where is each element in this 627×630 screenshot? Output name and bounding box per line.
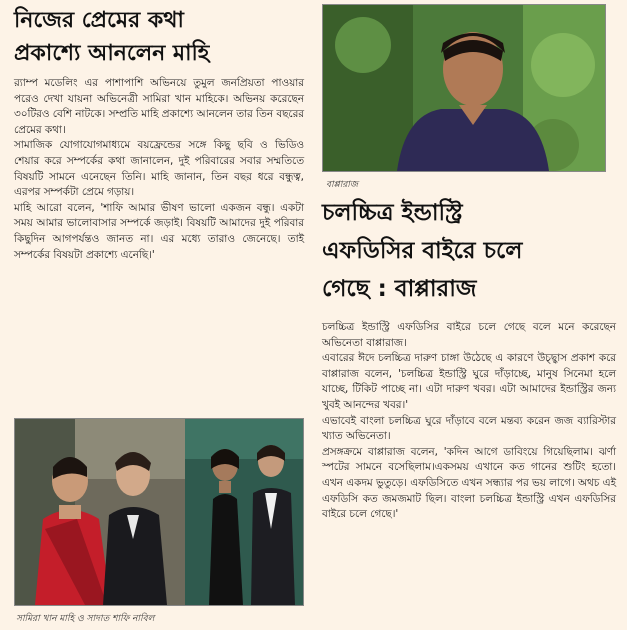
right-headline-line2: এফডিসির বাইরে চলে [322, 238, 523, 264]
right-paragraph-4: প্রসঙ্গক্রমে বাপ্পারাজ বলেন, 'কদিন আগে ডাবিংয়ে গিয়েছিলাম। ঝর্ণা স্পটের সামনে বসেছিলাম।একসময় এখানে কত গানের শুটিং হতো। এখন একদম ভুতুড়ে। এফডিসিতে এখন সন্ধ্যার পর ভয় লাগে। অথচ এই এফডিসি কত জমজমাট ছিল। বাংলা চলচ্চিত্র ইন্ডাস্ট্রি এখন এফডিসির বাইরে চলে গেছে।' [322, 445, 616, 521]
right-paragraph-2: এবারের ঈদে চলচ্চিত্র দারুণ চাঙ্গা উঠেছে এ কারণে উচ্ছ্বাস প্রকাশ করে বাপ্পারাজ বলেন, 'চলচ্চিত্র ইন্ডাস্ট্রি ঘুরে দাঁড়াচ্ছে, মানুষ সিনেমা হলে যাচ্ছে, টিকিট পাচ্ছে না। এটা দারুণ খবর। এটা আমাদের ইন্ডাস্ট্রির জন্য খুবই আনন্দের খবর।' [322, 352, 616, 411]
left-article [14, 4, 305, 624]
left-paragraph-3: মাহি আরো বলেন, 'শাফি আমার ভীষণ ভালো একজন বন্ধু। একটা সময় আমার ভালোবাসার সম্পর্কে জড়াই। বিষয়টি আমাদের দুই পরিবার কিছুদিন আগপর্যন্তও জানত না। এর মধ্যে তারাও জেনেছে। তাই সম্পর্কের বিষয়টা প্রকাশ্যে এনেছি।' [14, 201, 304, 261]
right-article-body [322, 320, 616, 523]
left-photo-caption: সামিরা খান মাহি ও সাদাত শাফি নাবিল [16, 614, 155, 624]
left-paragraph-1: র‌্যাম্প মডেলিং এর পাশাপাশি অভিনয়ে তুমুল জনপ্রিয়তা পাওয়ার পরেও দেখা যায়না অভিনেত্রী সামিরা খান মাহিকে। অভিনয় করেছেন ৩০টিরও বেশি নাটকে। সম্প্রতি মাহি প্রকাশ্যে আনলেন তার তিন বছরের প্রেমের কথা। [14, 77, 305, 136]
right-photo-caption: বাপ্পারাজ [326, 180, 358, 190]
right-headline-line1: চলচ্চিত্র ইন্ডাস্ট্রি [322, 200, 463, 226]
left-article-body [14, 76, 304, 263]
right-paragraph-1: চলচ্চিত্র ইন্ডাস্ট্রি এফডিসির বাইরে চলে গেছে বলে মনে করেছেন অভিনেতা বাপ্পারাজ। [322, 321, 616, 349]
left-paragraph-2: সামাজিক যোগাযোগমাধ্যমে বয়ফ্রেন্ডের সঙ্গে কিছু ছবি ও ভিডিও শেয়ার করে সম্পর্কের কথা জানালেন, দুই পরিবারের সবার সম্মতিতে বিষয়টি সামনে এনেছেন তিনি। মাহি জানান, তিন বছর ধরে বন্ধুত্ব, এরপর সম্পর্কটা প্রেমে গড়ায়। [14, 139, 304, 199]
couple-photo [14, 418, 304, 606]
right-paragraph-3: এভাবেই বাংলা চলচ্চিত্র ঘুরে দাঁড়াবে বলে মন্তব্য করেন জজ ব্যারিস্টার খ্যাত অভিনেতা। [322, 414, 616, 443]
left-headline-line2: প্রকাশ্যে আনলেন মাহি [14, 41, 210, 66]
bapparaj-photo [322, 4, 606, 172]
right-headline [322, 194, 618, 308]
left-headline [14, 4, 304, 70]
right-headline-line3: গেছে : বাপ্পারাজ [322, 276, 477, 302]
left-headline-line1: নিজের প্রেমের কথা [14, 8, 184, 33]
